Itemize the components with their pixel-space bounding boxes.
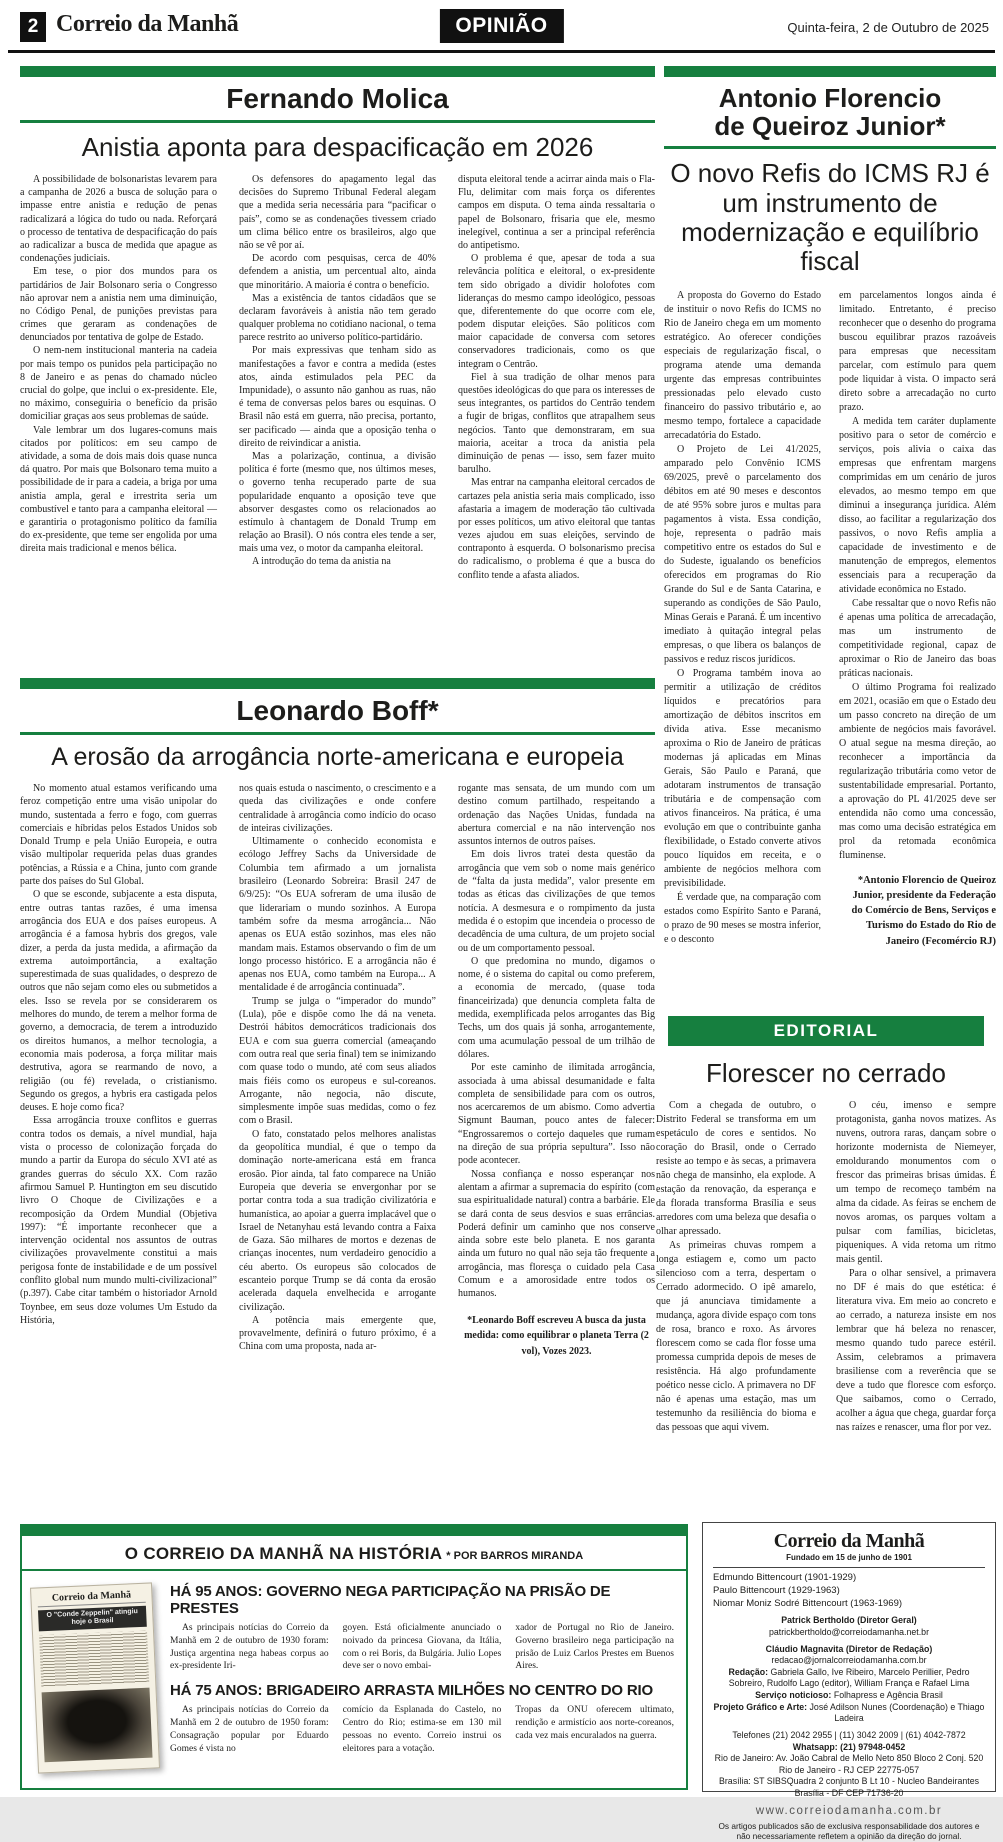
paragraph: A proposta do Governo do Estado de instituir o novo Refis do ICMS no Rio de Janeiro chega em um momento estratégico. Ao oferecer condições especiais de regularização fiscal, o programa atende uma demanda urgente das empresas contribuintes pressionadas pelo elevado custo financeiro do passivo tributário e, ao mesmo tempo, fortalece a capacidade arrecadatória do Estado.	[664, 289, 821, 441]
page-header	[8, 8, 995, 46]
paragraph: A introdução do tema da anistia na	[252, 556, 391, 568]
masthead-redacao: Redação: Gabriela Gallo, Ive Ribeiro, Marcelo Perillier, Pedro Sobreiro, Rudolfo Lago (editor), William França e Rafael Lima	[728, 1666, 970, 1689]
header-rule	[8, 50, 995, 53]
paragraph: Por mais expressivas que tenham sido as manifestações a favor e contra a medida (estes atos, ainda estimulados pela PEC da Impunidade), o assunto não ganhou as ruas, não é tema de conversas pelos bares ou esquinas. O Brasil não está em guerra, não precisa, portanto, ser pacificado — ainda que a oposição tenha o direito de reivindicar a anistia.	[239, 345, 436, 449]
paragraph: O fato, constatado pelos melhores analistas da geopolítica mundial, é que o tempo da dominação norte-americana está em franca erosão. Pior ainda, tal fato comparece na União Europeia que deveria se envergonhar por se portar contra toda a sua tradição civilizatória e humanística, ao apoiar a guerra implacável que o Israel de Netanyhau está levando contra a Faixa de Gaza. São milhares de mortos e dezenas de crianças inocentes, num verdadeiro genocídio a céu aberto. Os europeus são colocados de escanteio porque Trump se dá conta da erosão acelerada daquela envelhecida e arrogante civilização.	[239, 1128, 436, 1313]
green-bar	[22, 1526, 686, 1536]
story-col: xador de Portugal no Rio de Janeiro. Governo brasileiro nega participação na prisão de Luiz Carlos Prestes em Buenos Aires.	[515, 1623, 675, 1672]
masthead-rule	[713, 1567, 985, 1568]
green-rule	[664, 146, 996, 149]
masthead-director-email[interactable]: patrickbertholdo@correiodamanha.net.br	[768, 1627, 930, 1638]
story-heading: HÁ 95 ANOS: GOVERNO NEGA PARTICIPAÇÃO NA PRISÃO DE PRESTES	[170, 1583, 611, 1617]
paragraph: O nem-nem institucional manteria na cadeia por mais tempo os punidos pela participação no 8 de Janeiro e as penas do chamado núcleo crucial do golpe, que inclui o ex-presidente. Ele, no máximo, conseguiria o benefício da prisão domiciliar graças aos seus problemas de saúde.	[20, 345, 217, 423]
paragraph: nos quais estuda o nascimento, o crescimento e a queda das civilizações e onde confere centralidade à arrogância como indício do ocaso de inteiras civilizações.	[239, 783, 436, 834]
masthead-disclaimer: Os artigos publicados são de exclusiva responsabilidade dos autores e não necessariamente refletem a opinião da direção do jornal.	[718, 1820, 980, 1842]
masthead-projeto: Projeto Gráfico e Arte: José Adilson Nunes (Coordenação) e Thiago Ladeira	[713, 1701, 985, 1724]
paragraph: O problema é que, apesar de toda a sua relevância política e eleitoral, o ex-presidente tem sido obrigado a dividir holofotes com lideranças do mesmo campo ideológico, pessoas que, diferentemente do que ocorre com ele, podem disputar eleições. São políticos com maior capacidade de conversa com setores conservadores tradicionais, como os que integram o Centrão.	[458, 253, 655, 370]
headline-molica: Anistia aponta para despacificação em 2026	[81, 132, 594, 162]
paragraph: Em tese, o pior dos mundos para os partidários de Jair Bolsonaro seria o Congresso não aprovar nem a anistia nem uma diminuição, no Código Penal, de punições previstas para crimes que geraram as condenações de denunciados por tentativa de golpe de Estado.	[20, 266, 217, 344]
paragraph: De acordo com pesquisas, cerca de 40% defendem a anistia, um percentual alto, ainda que minoritário. A maioria é contra o benefício.	[239, 253, 436, 291]
queiroz-columns	[664, 289, 996, 1064]
headline-editorial: Florescer no cerrado	[706, 1058, 946, 1088]
page-number-badge: 2	[20, 12, 46, 42]
editorial-col-1	[656, 1099, 816, 1491]
green-rule	[20, 732, 655, 735]
paragraph: Mas a existência de tantos cidadãos que se declaram favoráveis à anistia não tem gerado qualquer problema no cotidiano nacional, o tema parece restrito ao universo político-partidário.	[239, 292, 436, 344]
boff-col-2	[239, 782, 436, 1524]
green-bar	[20, 66, 655, 77]
masthead-whatsapp: Whatsapp: (21) 97948-0452	[792, 1741, 906, 1752]
edition-date: Quinta-feira, 2 de Outubro de 2025	[787, 20, 989, 35]
paragraph: disputa eleitoral tende a acirrar ainda mais o Fla-Flu, delimitar com mais força os diferentes campos em disputa. O tema ainda ressaltaria o papel de Bolsonaro, frisaria que ele, mesmo inelegível, continua a ser a principal referência do antipetismo.	[458, 174, 655, 251]
paragraph: O céu, imenso e sempre protagonista, ganha novos matizes. As nuvens, outrora raras, dançam sobre o horizonte modernista de Niemeyer, emoldurando monumentos com o frescor das primeiras brisas úmidas. É um tempo de recomeço também na alma da cidade. As feiras se enchem de novos aromas, os parques voltam a pulsar com famílias, bicicletas, piqueniques. A vida retoma um ritmo mais gentil.	[836, 1100, 996, 1265]
paragraph: O Projeto de Lei 41/2025, amparado pelo Convênio ICMS 69/2025, prevê o parcelamento dos débitos em até 90 meses e descontos de até 95% sobre juros e multas para pagamentos à vista. Essa condição, hoje, representa o padrão mais competitivo entre os estados do Sul e do Sudeste, igualando os benefícios oferecidos em programas do Rio Grande do Sul e de Santa Catarina, e superando as condições de São Paulo, Minas Gerais e Paraná. É um incentivo imediato à quitação integral pelas empresas, o que libera os balanços de passivos e reduz riscos jurídicos.	[664, 443, 821, 665]
newspaper-logo: Correio da Manhã	[56, 11, 239, 37]
paragraph: O que se esconde, subjacente a esta disputa, entre outras tantas razões, é uma imensa arrogância dos EUA e dos países europeus. A arrogância é a famosa hybris dos gregos, vale dizer, a perda da justa medida, a afirmação da extrema autoimportância, a exaltação superestimada de suas qualidades, o desprezo de outros que não sejam como eles ou submetidos a eles. Isso se revela por se considerarem os melhores do mundo, de terem a melhor forma de governo, a democracia, de terem a introduzido os direitos humanos, a melhor tecnologia, a economia mais poderosa, a força militar mais destrutiva, agora se rearmando de novo, a religião (ou fé) revelada, o cristianismo. Segundo os gregos, a hybris era castigada pelos deuses. E hoje como fica?	[20, 889, 217, 1114]
masthead-editor-email[interactable]: redacao@jornalcorreiodamanha.com.br	[771, 1655, 927, 1666]
paragraph: A medida tem caráter duplamente positivo para o setor de comércio e serviços, pois alivia o caixa das empresas que enfrentam margens comprimidas em um cenário de juros elevados, ao mesmo tempo em que diminui a insegurança jurídica. Além disso, ao facilitar a regularização dos passivos, o novo Refis amplia a capacidade de investimento e de manutenção de empregos, elementos essenciais para a recuperação da atividade econômica no Estado.	[839, 415, 996, 595]
history-story-75-anos	[170, 1682, 674, 1755]
thumbnail-photo	[42, 1687, 153, 1762]
thumbnail-headline: O "Conde Zeppelin" atingiu hoje o Brasil	[38, 1606, 147, 1631]
boff-col-1	[20, 782, 217, 1524]
masthead-editor: Cláudio Magnavita (Diretor de Redação)	[765, 1643, 933, 1654]
paragraph: rogante mas sensata, de um mundo com um destino comum partilhado, respeitando a ordenação das Nações Unidas, fundada na abertura comercial e na não intervenção nos assuntos internos de outros países.	[458, 783, 655, 848]
editorial-section	[656, 1016, 996, 1491]
history-title: O CORREIO DA MANHÃ NA HISTÓRIA	[124, 1544, 443, 1563]
boff-col-3	[458, 782, 655, 1524]
paragraph: Cabe ressaltar que o novo Refis não é apenas uma política de arrecadação, mas um instrumento de competitividade regional, capaz de aproximar o Rio de Janeiro das boas práticas nacionais.	[839, 597, 996, 679]
molica-columns	[20, 173, 655, 673]
molica-col-2	[239, 173, 436, 673]
masthead-website[interactable]: www.correiodamanha.com.br	[755, 1804, 943, 1817]
author-queiroz-line1: Antonio Florencio	[718, 83, 942, 113]
editorial-label-box: EDITORIAL	[668, 1016, 984, 1046]
paragraph: As primeiras chuvas rompem a longa estiagem e, como um pacto silencioso com a terra, despertam o Cerrado adormecido. O ipê amarelo, que já anunciava timidamente a mudança, agora divide espaço com tons de rosa, branco e roxo. As árvores florescem como se cada flor fosse uma promessa cumprida depois de meses de resistência. Há algo profundamente poético nesse ciclo. A primavera no DF não é apenas uma estação, mas um testemunho da resiliência do bioma e das pessoas que aqui vivem.	[656, 1240, 816, 1433]
thumbnail-masthead: Correio da Manhã	[37, 1589, 146, 1608]
paragraph: Por este caminho de ilimitada arrogância, associada à uma abissal desumanidade e falta completa de sensibilidade para com os outros, nos acercaremos de um abismo. Como advertia Sigmunt Bauman, pouco antes de falecer: “Engrossaremos o cortejo daqueles que rumam na direção de sua própria sepultura”. Isso não pode acontecer.	[458, 1062, 655, 1167]
boff-footnote: *Leonardo Boff escreveu A busca da justa medida: como equilibrar o planeta Terra (2 vol), Vozes 2023.	[464, 1314, 649, 1357]
masthead-address-rj-1: Rio de Janeiro: Av. João Cabral de Mello Neto 850 Bloco 2 Conj. 520	[714, 1753, 984, 1764]
green-bar	[664, 66, 996, 77]
story-col: As principais notícias do Correio da Manhã em 2 de outubro de 1930 foram: Justiça argentina nega habeas corpus ao ex-presidente Iri-	[170, 1623, 329, 1672]
masthead-director: Patrick Bertholdo (Diretor Geral)	[781, 1615, 917, 1626]
article-molica	[20, 66, 655, 673]
molica-col-1	[20, 173, 217, 673]
masthead-address-bsb-2: Brasília - DF CEP 71736-20	[794, 1787, 904, 1798]
story-col: As principais notícias do Correio da Manhã em 2 de outubro de 1950 foram: Consagração popular por Eduardo Gomes é vista no	[170, 1705, 329, 1754]
paragraph: A possibilidade de bolsonaristas levarem para a campanha de 2026 a busca de solução para o impasse entre anistia e redução de penas radicalizará a lógica do tudo ou nada. Reforçará o processo de tentativa de despacificação do país ao radicalizar a busca de medida que apague as condenações judiciais.	[20, 174, 217, 265]
masthead-box	[702, 1522, 996, 1842]
author-queiroz-line2: de Queiroz Junior*	[714, 111, 946, 142]
queiroz-signature: *Antonio Florencio de Queiroz Junior, presidente da Federação do Comércio de Bens, Serviços e Turismo do Estado do Rio de Janeiro (Fecomércio RJ)	[851, 874, 996, 947]
section-label: OPINIÃO	[439, 9, 563, 43]
owner-line: Paulo Bittencourt (1929-1963)	[713, 1584, 840, 1596]
story-heading: HÁ 75 ANOS: BRIGADEIRO ARRASTA MILHÕES NO CENTRO DO RIO	[170, 1682, 653, 1700]
paragraph: Mas a polarização, continua, a divisão política é forte (mesmo que, nos últimos meses, o governo tenha recuperado parte de sua popularidade enquanto a oposição teve que absorver desgastes como os relacionados ao estímulo à chantagem de Donald Trump em relação ao Brasil). O nós contra eles tende a ser, mais uma vez, o motor da campanha eleitoral.	[239, 450, 436, 555]
paragraph: A potência mais emergente que, provavelmente, definirá o futuro próximo, é a China com uma proposta, nada ar-	[239, 1314, 436, 1353]
molica-col-3	[458, 173, 655, 673]
thumbnail-text-lines	[39, 1630, 149, 1687]
paragraph: Essa arrogância trouxe conflitos e guerras contra todos os demais, a nível mundial, haja vista o processo de colonização forçada do mundo a partir da Europa do século XVI até as grandes guerras do século XX. Com razão afirmou Samuel P. Huntington em seu discutido livro O Choque de Civilizações e a recomposição da Ordem Mundial (Objetiva 1997): “É importante reconhecer que a intervenção ocidental nos assuntos de outras civilizações provavelmente constitui a mais perigosa fonte de instabilidade e de um possível conflito global num mundo multi-civilizacional” (p.397). Cabe citar também o historiador Arnold Toynbee, em seus doze volumes Um Estudo da História,	[20, 1115, 217, 1326]
historic-newspaper-thumbnail	[30, 1582, 160, 1773]
masthead-owners	[713, 1572, 985, 1610]
author-boff: Leonardo Boff*	[236, 695, 439, 726]
history-box	[20, 1524, 688, 1790]
paragraph: Trump se julga o “imperador do mundo” (Lula), põe e dispõe como lhe dá na veneta. Destrói hábitos democráticos tradicionais dos EUA e com sua guerra comercial (ameaçando com outra real que seria final) tem se inimizando com quase todo o mundo, até com seus aliados mais fiéis como os europeus e sul-coreanos. Arrogante, não negocia, não discute, simplesmente impõe suas medidas, como o fez com o Brasil.	[239, 995, 436, 1127]
headline-queiroz: O novo Refis do ICMS RJ é um instrumento de modernização e equilíbrio fiscal	[670, 158, 990, 277]
boff-columns	[20, 782, 655, 1524]
paragraph: Ultimamente o conhecido economista e ecólogo Jeffrey Sachs da Universidade de Columbia tem afirmado a um jornalista brasileiro (Leonardo Sobreira: Brasil 247 de 6/9/25): “Os EUA sofreram de uma ilusão de que liderariam o mundo sozinhos. A Europa também sofre da mesma arrogância... Não apenas os EUA estão sozinhos, mas eles não mandam mais. Estamos observando o fim de um longo processo histórico. E a arrogância não é apenas nos EUA, como também na Europa... A mentalidade é de arrogância continuada”.	[239, 836, 436, 994]
paragraph: Vale lembrar um dos lugares-comuns mais citados por políticos: em seu campo de atividade, a soma de dois mais dois quase nunca dá quatro. Por mais que Bolsonaro tema muito a possibilidade de ir para a cadeia, a briga por uma anistia ampla, geral e irrestrita seria um combustível e tanto para a campanha eleitoral — e garantiria o protagonismo político da família do ex-presidente, que teme ser engolida por uma direita mais tradicional e menos bélica.	[20, 424, 217, 555]
article-queiroz	[664, 66, 996, 1064]
article-boff	[20, 678, 655, 1524]
author-molica: Fernando Molica	[226, 83, 449, 114]
owner-line: Niomar Moniz Sodré Bittencourt (1963-1969)	[713, 1597, 903, 1609]
history-title-row	[22, 1536, 686, 1569]
paragraph: Para o olhar sensível, a primavera no DF é mais do que estética: é literatura viva. Em meio ao concreto e ao cerrado, a natureza insiste em nos lembrar que há beleza no renascer, mesmo quando tudo parece estéril. Assim, celebramos a primavera brasiliense com a reverência que se deve a tudo que floresce com esforço. Que saibamos, como o Cerrado, acolher a água que chega, guardar força nas raízes e renascer, uma flor por vez.	[836, 1268, 996, 1433]
author-queiroz	[664, 84, 996, 140]
masthead-servico: Serviço noticioso: Folhapress e Agência Brasil	[755, 1690, 943, 1701]
history-story-95-anos	[170, 1583, 674, 1673]
headline-boff: A erosão da arrogância norte-americana e europeia	[51, 743, 624, 771]
masthead-logo: Correio da Manhã	[773, 1530, 925, 1552]
masthead-address-rj-2: Rio de Janeiro - RJ CEP 22775-057	[778, 1764, 920, 1775]
paragraph: Fiel à sua tradição de olhar menos para questões ideológicas do que para os interesses de seus integrantes, os partidos do Centrão tendem a fugir de brigas, conflitos que atrapalhem seus negócios. Tanto que demonstraram, em sua maioria, aceitar a troca da anistia pela diminuição de penas — isso, sem fazer muito barulho.	[458, 371, 655, 476]
story-col: comício da Esplanada do Castelo, no Centro do Rio; estima-se em 130 mil pessoas no evento. Correio instrui os eleitores para a votação.	[342, 1705, 502, 1754]
paragraph: O último Programa foi realizado em 2021, ocasião em que o Estado deu um passo concreto na direção de um ambiente de negócios mais favorável. O atual segue na mesma direção, ao reconhecer a importância da regularização tributária como vetor de sustentabilidade empresarial. Portanto, a aprovação do PL 41/2025 deve ser entendida não como uma concessão, mas como uma decisão estratégica em prol da retomada econômica fluminense.	[839, 681, 996, 861]
paragraph: Os defensores do apagamento legal das decisões do Supremo Tribunal Federal alegam que a medida seria necessária para “pacificar o país”, como se as condenações tivessem criado um clima bélico entre os brasileiros, algo que não se vê por aí.	[239, 174, 436, 251]
paragraph: Nossa confiança e nosso esperançar nos alentam a afirmar a supremacia do espírito (com sua espiritualidade natural) contra a barbárie. Ele se dará conta de seus desvios e suas errâncias. Poderá definir um caminho que nos conserve ainda sobre este belo planeta. E nos garanta ainda um futuro no qual não seja tão frequente a arrogância, mas floresça o cuidado pela Casa Comum e a amorosidade entre todos os humanos.	[458, 1168, 655, 1300]
green-rule	[20, 120, 655, 123]
masthead-founded: Fundado em 15 de junho de 1901	[786, 1553, 912, 1562]
green-bar	[20, 678, 655, 689]
paragraph: Mas entrar na campanha eleitoral cercados de cartazes pela anistia seria mais complicado, isso afastaria a imagem de moderação tão cultivada por esses políticos, um ativo eleitoral que tantas vezes ajudou em suas eleições, servindo de contraponto à esquerda. O bolsonarismo precisa do radicalismo, o problema é que a busca do conflito tende a afasta aliados.	[458, 477, 655, 581]
story-col: goyen. Está oficialmente anunciado o noivado da princesa Giovana, da Itália, com o rei Boris, da Bulgária. Julio Lopes deve ser o novo embai-	[342, 1623, 502, 1672]
editorial-col-2	[836, 1099, 996, 1491]
owner-line: Edmundo Bittencourt (1901-1929)	[713, 1572, 857, 1583]
queiroz-col-2	[839, 289, 996, 1064]
story-col: Tropas da ONU oferecem ultimato, rendição e armistício aos norte-coreanos, cada vez mais encuralados na guerra.	[515, 1705, 675, 1741]
paragraph: Com a chegada de outubro, o Distrito Federal se transforma em um espetáculo de cores e sentidos. No coração do Brasil, onde o Cerrado resiste ao tempo e às secas, a primavera não chega de mansinho, ela explode. A estação da renovação, da esperança e da florada transforma Brasília e seus arredores com uma beleza que desafia o olhar apressado.	[656, 1100, 816, 1237]
masthead-telefones: Telefones (21) 2042 2955 | (11) 3042 2009 | (61) 4042-7872	[732, 1729, 966, 1740]
paragraph: No momento atual estamos verificando uma feroz competição entre uma visão unipolar do mundo, sustentada a ferro e fogo, com guerras comerciais e híbridas pelos Estados Unidos sob Donald Trump e pela União Europeia, e outra visão multipolar requerida pelas duas grandes potências, a Rússia e a China, junto com grande parte dos países do Sul Global.	[20, 783, 217, 888]
masthead-address-bsb-1: Brasília: ST SIBSQuadra 2 conjunto B Lt 10 - Nucleo Bandeirantes	[719, 1776, 979, 1787]
queiroz-col-1	[664, 289, 821, 1064]
paragraph: Em dois livros tratei desta questão da arrogância que vem sob o nome mais genérico de “falta da justa medida”, valor presente em todas as éticas das civilizações de que temos notícia. A desmesura e o rompimento da justa medida é o estopim que incendeia o processo de decadência de uma cultura, de um projeto social ou de um comportamento pessoal.	[458, 849, 655, 954]
paragraph: É verdade que, na comparação com estados como Espírito Santo e Paraná, o prazo de 90 meses se mostra inferior, e o desconto	[664, 891, 821, 945]
paragraph: O que predomina no mundo, digamos o nome, é o sistema do capital ou como preferem, a economia de mercado, (quase toda financeirizada) que denuncia completa falta de medida, exemplificada pelos arrogantes das Big Techs, um dos quais já sonha, arrogantemente, com uma acumulação pessoal de um trilhão de dólares.	[458, 955, 655, 1060]
editorial-columns	[656, 1099, 996, 1491]
paragraph: em parcelamentos longos ainda é limitado. Entretanto, é preciso reconhecer que o desenho do programa buscou equilibrar prazos razoáveis para empresas que necessitam parcelar, com estímulo para quem pode liquidar à vista. O impacto será direto sobre a arrecadação no curto prazo.	[839, 289, 996, 413]
paragraph: O Programa também inova ao permitir a utilização de créditos líquidos e precatórios para amortização de débitos inscritos em dívida ativa. Esse mecanismo aproxima o Rio de Janeiro de práticas modernas já aplicadas em Minas Gerais, São Paulo e Paraná, que adotaram instrumentos de transação tributária e de compensação com ativos financeiros. Na prática, é uma evolução em que o contribuinte ganha flexibilidade, o Estado converte ativos pouco líquidos em receita, e o ambiente de negócios melhora com previsibilidade.	[664, 667, 821, 889]
history-byline: * POR BARROS MIRANDA	[446, 1550, 584, 1562]
